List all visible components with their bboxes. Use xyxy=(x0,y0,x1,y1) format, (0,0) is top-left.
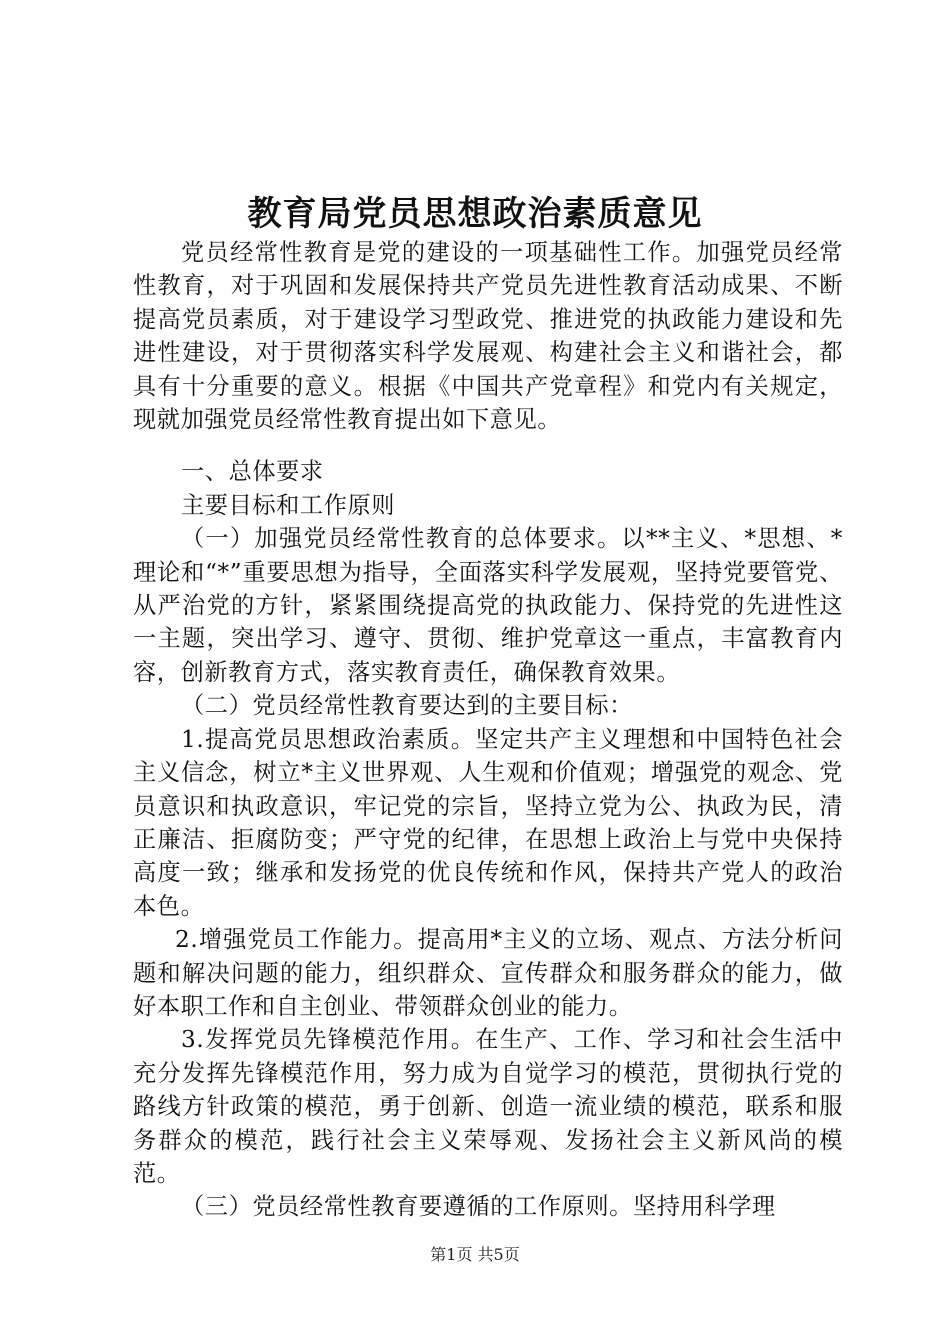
section-heading: 一、总体要求 xyxy=(181,458,324,486)
page-number-footer: 第1页 共5页 xyxy=(430,1245,520,1264)
paragraph-goal-3: 3.发挥党员先锋模范作用。在生产、工作、学习和社会生活中充分发挥先锋模范作用，努力成为自觉学习的模范，贯彻执行党的路线方针政策的模范，勇于创新、创造一流业绩的模范，联系和服务群众的模范，践行社会主义荣辱观、发扬社会主义新风尚的模范。 xyxy=(133,1026,843,1187)
subsection-heading: 主要目标和工作原则 xyxy=(181,491,396,519)
paragraph-spacer xyxy=(133,436,843,455)
paragraph-work-principles: （三）党员经常性教育要遵循的工作原则。坚持用科学理 xyxy=(181,1193,776,1221)
intro-paragraph: 党员经常性教育是党的建设的一项基础性工作。加强党员经常性教育，对于巩固和发展保持共产党员先进性教育活动成果、不断提高党员素质，对于建设学习型政党、推进党的执政能力建设和先进性建设，对于贯彻落实科学发展观、构建社会主义和谐社会，都具有十分重要的意义。根据《中国共产党章程》和党内有关规定，现就加强党员经常性教育提出如下意见。 xyxy=(133,239,843,434)
paragraph-main-goals: （二）党员经常性教育要达到的主要目标： xyxy=(181,692,633,720)
document-title: 教育局党员思想政治素质意见 xyxy=(247,194,703,234)
paragraph-general-requirements: （一）加强党员经常性教育的总体要求。以**主义、*思想、*理论和“*”重要思想为指导，全面落实科学发展观，坚持党要管党、从严治党的方针，紧紧围绕提高党的执政能力、保持党的先进性这一主题，突出学习、遵守、贯彻、维护党章这一重点，丰富教育内容，创新教育方式，落实教育责任，确保教育效果。 xyxy=(133,525,843,686)
document-body xyxy=(133,236,843,1224)
paragraph-goal-2: 2.增强党员工作能力。提高用*主义的立场、观点、方法分析问题和解决问题的能力，组织群众、宣传群众和服务群众的能力，做好本职工作和自主创业、带领群众创业的能力。 xyxy=(133,926,843,1020)
paragraph-goal-1: 1.提高党员思想政治素质。坚定共产主义理想和中国特色社会主义信念，树立*主义世界观、人生观和价值观；增强党的观念、党员意识和执政意识，牢记党的宗旨，坚持立党为公、执政为民，清正廉洁、拒腐防变；严守党的纪律，在思想上政治上与党中央保持高度一致；继承和发扬党的优良传统和作风，保持共产党人的政治本色。 xyxy=(133,725,843,920)
